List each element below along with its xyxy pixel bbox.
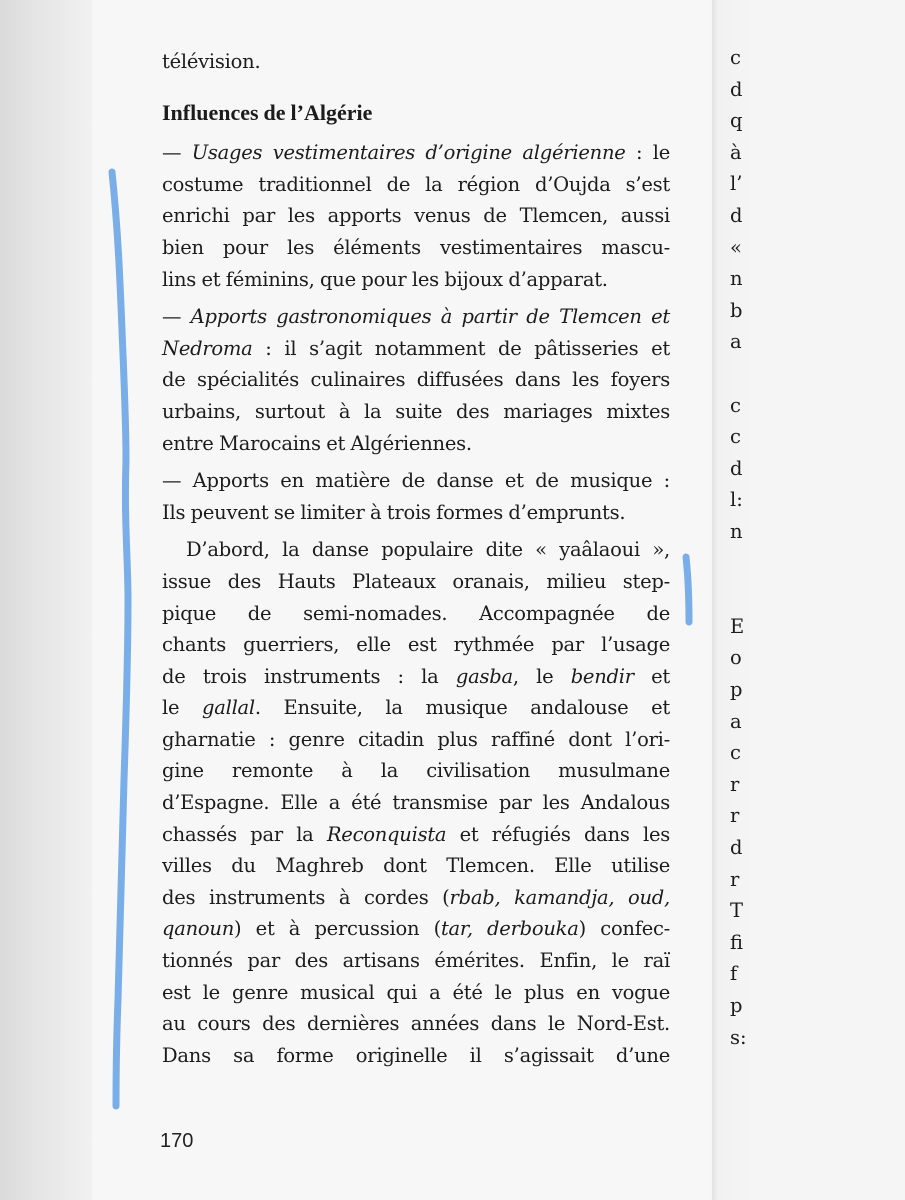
text-line: de spécialités culinaires diffusées dans les foyers	[162, 368, 670, 392]
edge-letter: d	[730, 204, 743, 227]
paragraph	[162, 137, 670, 295]
text-line: enrichi par les apports venus de Tlemcen, aussi	[162, 204, 670, 228]
text-line: — Apports gastronomiques à partir de Tlemcen et	[162, 305, 670, 329]
top-fragment: télévision.	[162, 50, 261, 73]
edge-letter: r	[730, 804, 740, 828]
text-line: tionnés par des artisans émérites. Enfin, le raï	[162, 949, 670, 973]
text-line: — Usages vestimentaires d’origine algérienne : le	[162, 141, 670, 165]
text-line: gine remonte à la civilisation musulmane	[162, 759, 670, 783]
edge-letter: T	[730, 899, 744, 923]
page-number: 170	[160, 1130, 194, 1152]
italic-text: Nedroma	[162, 336, 253, 360]
edge-letter: d	[730, 77, 743, 101]
text-line: urbains, surtout à la suite des mariages mixtes	[162, 399, 670, 423]
text-line: issue des Hauts Plateaux oranais, milieu step-	[162, 569, 670, 593]
text-line: bien pour les éléments vestimentaires mascu-	[162, 235, 670, 259]
section-heading: Influences de l’Algérie	[162, 99, 373, 125]
edge-letter: c	[730, 741, 741, 765]
text-line: d’Espagne. Elle a été transmise par les Andalous	[162, 791, 670, 815]
italic-text: qanoun	[162, 917, 235, 941]
edge-letter: l:	[730, 488, 743, 512]
edge-letter: l’	[730, 172, 743, 196]
edge-letter: a	[730, 709, 742, 733]
text-line: villes du Maghreb dont Tlemcen. Elle utilise	[162, 854, 670, 878]
edge-letter: d	[730, 836, 743, 859]
text-line: Nedroma : il s’agit notamment de pâtisseries et	[162, 336, 670, 360]
text-line: chassés par la Reconquista et réfugiés dans les	[162, 822, 670, 846]
paragraph	[162, 301, 670, 459]
text-line: entre Marocains et Algériennes.	[162, 431, 472, 455]
text-line: Ils peuvent se limiter à trois formes d’emprunts.	[162, 500, 626, 524]
edge-letter: s:	[730, 1025, 747, 1049]
edge-letter: «	[730, 235, 742, 259]
edge-letter: fi	[730, 930, 744, 954]
edge-letter: b	[730, 298, 743, 322]
edge-letter: r	[730, 867, 740, 891]
page-text	[162, 46, 670, 1071]
edge-letter: n	[730, 520, 743, 543]
text-line: est le genre musical qui a été le plus en vogue	[162, 980, 670, 1004]
text-line: lins et féminins, que pour les bijoux d’apparat.	[162, 267, 608, 291]
edge-letter: c	[730, 393, 741, 417]
italic-text: bendir	[570, 664, 634, 688]
edge-letter: r	[730, 772, 740, 796]
paragraph	[162, 465, 670, 528]
italic-text: rbab, kamandja, oud,	[449, 885, 670, 909]
italic-text: gallal	[201, 696, 255, 720]
edge-letter: p	[730, 994, 743, 1017]
italic-text: gasba	[455, 664, 513, 688]
edge-letter: a	[730, 330, 742, 354]
text-line: chants guerriers, elle est rythmée par l’usage	[162, 633, 670, 657]
edge-letter: n	[730, 267, 743, 291]
edge-letter: o	[730, 646, 742, 670]
italic-text: Usages vestimentaires d’origine algérienne	[191, 141, 626, 165]
paragraph-list	[162, 137, 670, 528]
edge-letter: E	[730, 614, 745, 638]
text-line: de trois instruments : la gasba, le bendir et	[162, 664, 671, 688]
edge-letter: à	[730, 140, 742, 164]
edge-letter: d	[730, 456, 743, 480]
text-line: au cours des dernières années dans le Nord-Est.	[162, 1012, 670, 1036]
text-line: Dans sa forme originelle il s’agissait d’une	[162, 1043, 670, 1067]
edge-letter: q	[730, 109, 743, 133]
text-line: costume traditionnel de la région d’Oujda s’est	[162, 172, 670, 196]
italic-text: Reconquista	[326, 822, 447, 846]
text-line: pique de semi-nomades. Accompagnée de	[162, 601, 670, 625]
text-line: des instruments à cordes (rbab, kamandja, oud,	[162, 885, 670, 909]
italic-text: tar, derbouka	[440, 917, 579, 941]
text-line: — Apports en matière de danse et de musique :	[162, 469, 670, 493]
italic-text: Apports gastronomiques à partir de Tlemcen et	[190, 305, 670, 329]
text-line: qanoun) et à percussion (tar, derbouka) confec-	[162, 917, 671, 941]
edge-letter: c	[730, 425, 741, 449]
edge-letter: c	[730, 46, 741, 69]
edge-letter: p	[730, 678, 743, 701]
text-line: gharnatie : genre citadin plus raffiné dont l’ori-	[162, 727, 670, 751]
long-paragraph	[162, 534, 670, 1071]
text-line: D’abord, la danse populaire dite « yaâlaoui »,	[186, 538, 670, 562]
text-line: le gallal. Ensuite, la musique andalouse et	[162, 696, 670, 720]
edge-letter: f	[730, 962, 738, 986]
